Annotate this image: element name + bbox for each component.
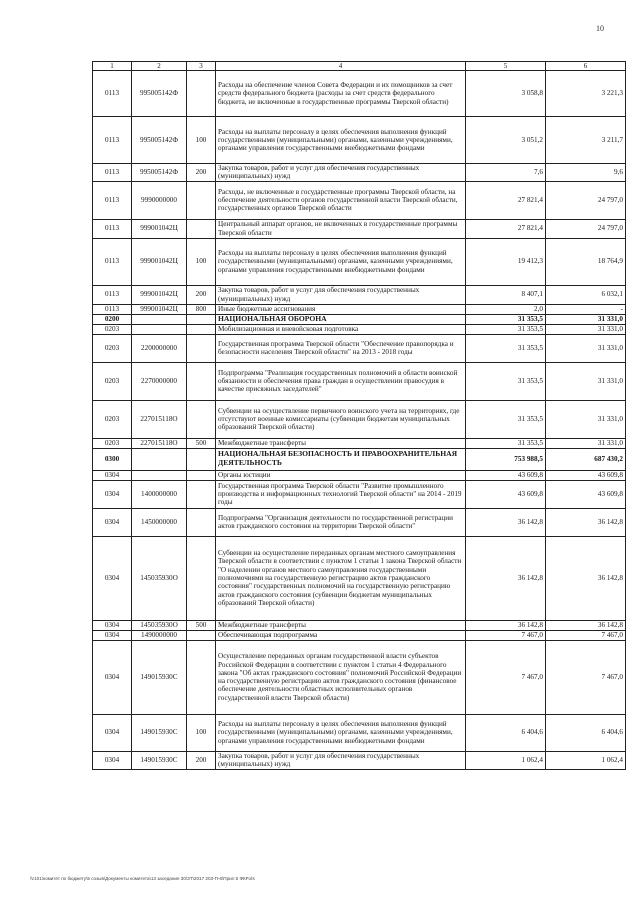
cell-name: Межбюджетные трансферты bbox=[216, 620, 466, 630]
cell-sec: 0304 bbox=[93, 751, 132, 769]
cell-sec: 0304 bbox=[93, 480, 132, 508]
cell-name: Закупка товаров, работ и услуг для обеспечения государственных (муниципальных) нужд bbox=[216, 285, 466, 304]
cell-name: Иные бюджетные ассигнования bbox=[216, 304, 466, 314]
cell-sec: 0203 bbox=[93, 362, 132, 400]
cell-csr: 1400000000 bbox=[132, 480, 187, 508]
table-row bbox=[93, 238, 626, 285]
cell-y2: 31 331,0 bbox=[546, 400, 626, 438]
cell-sec: 0304 bbox=[93, 630, 132, 640]
cell-csr bbox=[132, 470, 187, 480]
cell-name: Органы юстиции bbox=[216, 470, 466, 480]
cell-vr bbox=[187, 508, 216, 536]
cell-y2: 3 221,3 bbox=[546, 71, 626, 117]
table-row bbox=[93, 117, 626, 164]
cell-sec: 0304 bbox=[93, 620, 132, 630]
cell-vr: 100 bbox=[187, 714, 216, 751]
cell-vr bbox=[187, 470, 216, 480]
cell-y2: 7 467,0 bbox=[546, 640, 626, 714]
cell-sec: 0113 bbox=[93, 117, 132, 164]
cell-vr: 100 bbox=[187, 117, 216, 164]
cell-name: НАЦИОНАЛЬНАЯ ОБОРОНА bbox=[216, 314, 466, 324]
cell-y2: - bbox=[546, 304, 626, 314]
cell-y2: 31 331,0 bbox=[546, 362, 626, 400]
cell-y2: 31 331,0 bbox=[546, 314, 626, 324]
cell-csr: 995005142Ф bbox=[132, 117, 187, 164]
cell-vr: 800 bbox=[187, 304, 216, 314]
cell-name: Обеспечивающая подпрограмма bbox=[216, 630, 466, 640]
cell-name: Расходы на выплаты персоналу в целях обеспечения выполнения функций государственными (муниципальными) органами, казенными учреждениями, органами управления государственными внебюджетными фондами bbox=[216, 117, 466, 164]
cell-sec: 0304 bbox=[93, 536, 132, 620]
cell-vr: 100 bbox=[187, 238, 216, 285]
table-row bbox=[93, 334, 626, 362]
table-row bbox=[93, 438, 626, 448]
budget-table bbox=[92, 61, 626, 770]
cell-y1: 36 142,8 bbox=[466, 620, 546, 630]
cell-y2: 24 797,0 bbox=[546, 219, 626, 238]
cell-vr bbox=[187, 219, 216, 238]
cell-sec: 0203 bbox=[93, 438, 132, 448]
cell-sec: 0113 bbox=[93, 285, 132, 304]
cell-y1: 31 353,5 bbox=[466, 400, 546, 438]
cell-vr bbox=[187, 314, 216, 324]
table-row bbox=[93, 362, 626, 400]
cell-sec: 0203 bbox=[93, 324, 132, 334]
cell-vr bbox=[187, 71, 216, 117]
column-header: 6 bbox=[546, 62, 626, 71]
column-header: 4 bbox=[216, 62, 466, 71]
cell-vr bbox=[187, 536, 216, 620]
cell-csr: 149015930С bbox=[132, 640, 187, 714]
cell-csr bbox=[132, 324, 187, 334]
cell-sec: 0304 bbox=[93, 508, 132, 536]
cell-csr: 145035930О bbox=[132, 620, 187, 630]
cell-vr: 500 bbox=[187, 620, 216, 630]
cell-vr: 200 bbox=[187, 285, 216, 304]
table-row bbox=[93, 314, 626, 324]
cell-y2: 24 797,0 bbox=[546, 181, 626, 219]
table-row bbox=[93, 164, 626, 182]
cell-name: НАЦИОНАЛЬНАЯ БЕЗОПАСНОСТЬ И ПРАВООХРАНИТЕЛЬНАЯ ДЕЯТЕЛЬНОСТЬ bbox=[216, 448, 466, 470]
cell-vr bbox=[187, 448, 216, 470]
table-row bbox=[93, 751, 626, 769]
column-header: 3 bbox=[187, 62, 216, 71]
cell-csr: 999001042Ц bbox=[132, 304, 187, 314]
cell-sec: 0304 bbox=[93, 470, 132, 480]
cell-y1: 27 821,4 bbox=[466, 219, 546, 238]
cell-y1: 7 467,0 bbox=[466, 640, 546, 714]
cell-y2: 7 467,0 bbox=[546, 630, 626, 640]
cell-sec: 0304 bbox=[93, 640, 132, 714]
table-row bbox=[93, 480, 626, 508]
cell-y1: 3 058,8 bbox=[466, 71, 546, 117]
cell-y2: 9,6 bbox=[546, 164, 626, 182]
cell-y1: 1 062,4 bbox=[466, 751, 546, 769]
cell-name: Расходы на выплаты персоналу в целях обеспечения выполнения функций государственными (муниципальными) органами, казенными учреждениями, органами управления государственными внебюджетными фондами bbox=[216, 238, 466, 285]
cell-name: Осуществление переданных органам государственной власти субъектов Российской Федерации в соответствии с пунктом 1 статьи 4 Федерального закона "Об актах гражданского состояния" полномочий Российской Федерации на государственную регистрацию актов гражданского состояния (финансовое обеспечение деятельности областных исполнительных органов государственной власти Тверской области) bbox=[216, 640, 466, 714]
cell-sec: 0304 bbox=[93, 714, 132, 751]
cell-name: Расходы на выплаты персоналу в целях обеспечения выполнения функций государственными (муниципальными) органами, казенными учреждениями, органами управления государственными внебюджетными фондами bbox=[216, 714, 466, 751]
cell-y1: 2,0 bbox=[466, 304, 546, 314]
cell-csr bbox=[132, 448, 187, 470]
cell-y1: 31 353,5 bbox=[466, 362, 546, 400]
cell-sec: 0113 bbox=[93, 304, 132, 314]
cell-y2: 687 430,2 bbox=[546, 448, 626, 470]
cell-name: Закупка товаров, работ и услуг для обеспечения государственных (муниципальных) нужд bbox=[216, 164, 466, 182]
cell-csr: 1450000000 bbox=[132, 508, 187, 536]
cell-csr: 995005142Ф bbox=[132, 164, 187, 182]
table-row bbox=[93, 714, 626, 751]
column-header: 2 bbox=[132, 62, 187, 71]
cell-name: Расходы на обеспечение членов Совета Федерации и их помощников за счет средств федерального бюджета (расходы за счет средств федерального бюджета, не включенные в государственные программы Тверской области) bbox=[216, 71, 466, 117]
cell-csr: 995005142Ф bbox=[132, 71, 187, 117]
cell-name: Подпрограмма "Организация деятельности по государственной регистрации актов гражданского состояния на территории Тверской области" bbox=[216, 508, 466, 536]
cell-sec: 0113 bbox=[93, 238, 132, 285]
table-row bbox=[93, 620, 626, 630]
cell-name: Межбюджетные трансферты bbox=[216, 438, 466, 448]
table-row bbox=[93, 536, 626, 620]
cell-vr bbox=[187, 181, 216, 219]
cell-vr: 200 bbox=[187, 164, 216, 182]
cell-name: Субвенции на осуществление первичного воинского учета на территориях, где отсутствуют военные комиссариаты (субвенции бюджетам муниципальных образований Тверской области) bbox=[216, 400, 466, 438]
cell-y2: 43 609,8 bbox=[546, 480, 626, 508]
cell-vr bbox=[187, 362, 216, 400]
cell-y1: 31 353,5 bbox=[466, 314, 546, 324]
cell-y2: 31 331,0 bbox=[546, 438, 626, 448]
cell-csr: 999001042Ц bbox=[132, 219, 187, 238]
table-row bbox=[93, 630, 626, 640]
cell-name: Расходы, не включенные в государственные программы Тверской области, на обеспечение деятельности органов государственной власти Тверской области, государственных органов Тверской области bbox=[216, 181, 466, 219]
cell-csr: 999001042Ц bbox=[132, 285, 187, 304]
cell-y1: 31 353,5 bbox=[466, 438, 546, 448]
cell-vr bbox=[187, 640, 216, 714]
cell-name: Мобилизационная и вневойсковая подготовка bbox=[216, 324, 466, 334]
cell-csr: 999001042Ц bbox=[132, 238, 187, 285]
cell-sec: 0113 bbox=[93, 164, 132, 182]
cell-y2: 31 331,0 bbox=[546, 324, 626, 334]
cell-y2: 36 142,8 bbox=[546, 620, 626, 630]
cell-y1: 7 467,0 bbox=[466, 630, 546, 640]
cell-csr bbox=[132, 314, 187, 324]
cell-y1: 8 407,1 bbox=[466, 285, 546, 304]
cell-name: Субвенции на осуществление переданных органам местного самоуправления Тверской области в соответствии с пунктом 1 статьи 1 закона Тверской области "О наделении органов местного самоуправления государственными полномочиями на государственную регистрацию актов гражданского состояния" государственных полномочий на государственную регистрацию актов гражданского состояния (субвенции бюджетам муниципальных образований Тверской области) bbox=[216, 536, 466, 620]
cell-y2: 36 142,8 bbox=[546, 508, 626, 536]
table-row bbox=[93, 400, 626, 438]
cell-vr bbox=[187, 630, 216, 640]
cell-vr bbox=[187, 480, 216, 508]
cell-name: Центральный аппарат органов, не включенных в государственные программы Тверской области bbox=[216, 219, 466, 238]
cell-vr bbox=[187, 324, 216, 334]
cell-vr bbox=[187, 334, 216, 362]
cell-y2: 36 142,8 bbox=[546, 536, 626, 620]
cell-csr: 149015930С bbox=[132, 751, 187, 769]
file-path-footer: \\r101\комитет по бюджету\5 созыв\Документы комитета\13 заседание 30\ЗТ\2017 203-П-6\Прил 5 ФКР.xls bbox=[30, 876, 255, 881]
cell-y1: 36 142,8 bbox=[466, 536, 546, 620]
table-row bbox=[93, 219, 626, 238]
cell-csr: 227015118О bbox=[132, 400, 187, 438]
table-row bbox=[93, 285, 626, 304]
cell-sec: 0113 bbox=[93, 181, 132, 219]
cell-sec: 0203 bbox=[93, 400, 132, 438]
cell-csr: 2200000000 bbox=[132, 334, 187, 362]
cell-sec: 0203 bbox=[93, 334, 132, 362]
table-row bbox=[93, 470, 626, 480]
table-row bbox=[93, 640, 626, 714]
cell-sec: 0300 bbox=[93, 448, 132, 470]
cell-y1: 36 142,8 bbox=[466, 508, 546, 536]
cell-y2: 31 331,0 bbox=[546, 334, 626, 362]
cell-csr: 145035930О bbox=[132, 536, 187, 620]
cell-csr: 2270000000 bbox=[132, 362, 187, 400]
cell-name: Государственная программа Тверской области "Обеспечение правопорядка и безопасности населения Тверской области" на 2013 - 2018 годы bbox=[216, 334, 466, 362]
cell-csr: 149015930С bbox=[132, 714, 187, 751]
table-row bbox=[93, 181, 626, 219]
column-header: 5 bbox=[466, 62, 546, 71]
cell-y1: 7,6 bbox=[466, 164, 546, 182]
table-row bbox=[93, 508, 626, 536]
cell-y1: 31 353,5 bbox=[466, 334, 546, 362]
cell-y1: 31 353,5 bbox=[466, 324, 546, 334]
cell-sec: 0113 bbox=[93, 219, 132, 238]
cell-name: Государственная программа Тверской области "Развитие промышленного производства и информационных технологий Тверской области" на 2014 - 2019 годы bbox=[216, 480, 466, 508]
cell-name: Подпрограмма "Реализация государственных полномочий в области воинской обязанности и обеспечения права граждан в осуществлении правосудия в качестве присяжных заседателей" bbox=[216, 362, 466, 400]
cell-sec: 0200 bbox=[93, 314, 132, 324]
cell-vr: 200 bbox=[187, 751, 216, 769]
cell-y2: 6 404,6 bbox=[546, 714, 626, 751]
cell-y1: 753 988,5 bbox=[466, 448, 546, 470]
cell-y1: 6 404,6 bbox=[466, 714, 546, 751]
cell-csr: 227015118О bbox=[132, 438, 187, 448]
cell-y1: 43 609,8 bbox=[466, 480, 546, 508]
cell-y2: 3 211,7 bbox=[546, 117, 626, 164]
cell-sec: 0113 bbox=[93, 71, 132, 117]
table-row bbox=[93, 71, 626, 117]
column-header: 1 bbox=[93, 62, 132, 71]
column-number-row bbox=[93, 62, 626, 71]
cell-y1: 19 412,3 bbox=[466, 238, 546, 285]
cell-vr: 500 bbox=[187, 438, 216, 448]
page-number: 10 bbox=[596, 24, 604, 33]
table-row bbox=[93, 324, 626, 334]
cell-y2: 1 062,4 bbox=[546, 751, 626, 769]
table-row bbox=[93, 448, 626, 470]
cell-y1: 27 821,4 bbox=[466, 181, 546, 219]
cell-y2: 18 764,9 bbox=[546, 238, 626, 285]
cell-y1: 3 051,2 bbox=[466, 117, 546, 164]
cell-y2: 6 032,1 bbox=[546, 285, 626, 304]
cell-y2: 43 609,8 bbox=[546, 470, 626, 480]
cell-csr: 9990000000 bbox=[132, 181, 187, 219]
cell-name: Закупка товаров, работ и услуг для обеспечения государственных (муниципальных) нужд bbox=[216, 751, 466, 769]
table-row bbox=[93, 304, 626, 314]
cell-vr bbox=[187, 400, 216, 438]
cell-y1: 43 609,8 bbox=[466, 470, 546, 480]
cell-csr: 1490000000 bbox=[132, 630, 187, 640]
